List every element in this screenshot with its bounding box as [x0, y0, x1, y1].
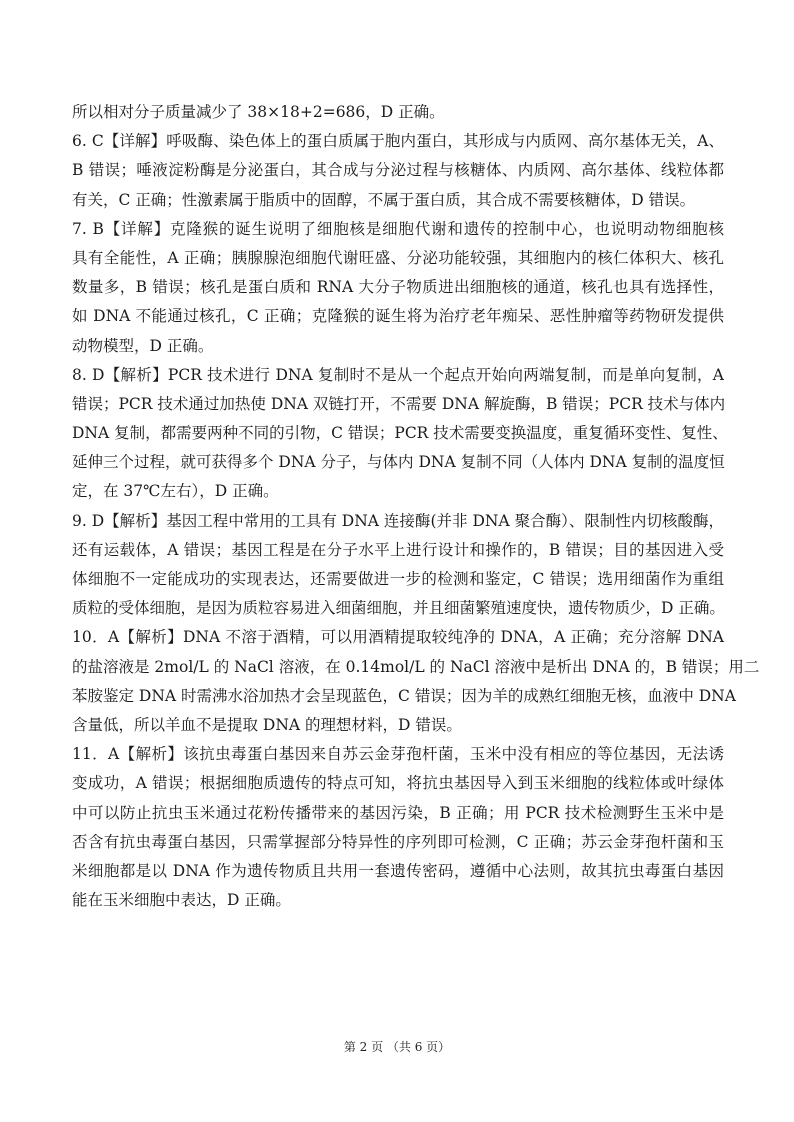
text-line: 具有全能性，A 正确；胰腺腺泡细胞代谢旺盛、分泌功能较强，其细胞内的核仁体积大、核孔 — [72, 248, 724, 267]
text-line: 含量低，所以羊血不是提取 DNA 的理想材料，D 错误。 — [72, 715, 462, 734]
answer-item — [72, 740, 724, 915]
text-line: 10．A【解析】DNA 不溶于酒精，可以用酒精提取较纯净的 DNA，A 正确；充分溶解 DNA — [72, 628, 724, 647]
text-line: 否含有抗虫毒蛋白基因，只需掌握部分特异性的序列即可检测，C 正确；苏云金芽孢杆菌和玉 — [72, 832, 724, 851]
text-line: DNA 复制，都需要两种不同的引物，C 错误；PCR 技术需要变换温度，重复循环变性、复性、 — [72, 424, 728, 443]
answer-explanations — [72, 98, 760, 915]
text-line: 7. B【详解】克隆猴的诞生说明了细胞核是细胞代谢和遗传的控制中心，也说明动物细胞核 — [72, 219, 724, 238]
text-line: 质粒的受体细胞，是因为质粒容易进入细菌细胞，并且细菌繁殖速度快，遗传物质少，D 正确。 — [72, 599, 725, 618]
text-line: 所以相对分子质量减少了 38×18+2=686，D 正确。 — [72, 103, 445, 121]
text-line: 11．A【解析】该抗虫毒蛋白基因来自苏云金芽孢杆菌，玉米中没有相应的等位基因，无法诱 — [72, 745, 724, 764]
answer-item — [72, 98, 724, 127]
text-line: 的盐溶液是 2mol/L 的 NaCl 溶液，在 0.14mol/L 的 NaCl 溶液中是析出 DNA 的，B 错误；用二 — [72, 657, 760, 676]
text-line: 定，在 37℃左右），D 正确。 — [72, 482, 279, 501]
text-line: 如 DNA 不能通过核孔，C 正确；克隆猴的诞生将为治疗老年痴呆、恶性肿瘤等药物研发提供 — [72, 307, 724, 326]
answer-item — [72, 215, 724, 361]
text-line: 有关，C 正确；性激素属于脂质中的固醇，不属于蛋白质，其合成不需要核糖体，D 错误。 — [72, 190, 696, 209]
text-line: 还有运载体，A 错误；基因工程是在分子水平上进行设计和操作的，B 错误；目的基因进入受 — [72, 540, 724, 559]
answer-item — [72, 361, 728, 507]
answer-item — [72, 623, 760, 740]
text-line: 9. D【解析】基因工程中常用的工具有 DNA 连接酶(并非 DNA 聚合酶）、限制性内切核酸酶， — [72, 511, 724, 530]
text-line: 8. D【解析】PCR 技术进行 DNA 复制时不是从一个起点开始向两端复制，而是单向复制，A — [72, 365, 724, 384]
text-line: 能在玉米细胞中表达，D 正确。 — [72, 891, 291, 910]
text-line: 中可以防止抗虫玉米通过花粉传播带来的基因污染，B 正确；用 PCR 技术检测野生玉米中是 — [72, 803, 724, 822]
answer-item — [72, 127, 724, 215]
text-line: 数量多，B 错误；核孔是蛋白质和 RNA 大分子物质进出细胞核的通道，核孔也具有选择性， — [72, 278, 724, 297]
text-line: 苯胺鉴定 DNA 时需沸水浴加热才会呈现蓝色，C 错误；因为羊的成熟红细胞无核，血液中 DNA — [72, 686, 736, 705]
text-line: 米细胞都是以 DNA 作为遗传物质且共用一套遗传密码，遵循中心法则，故其抗虫毒蛋白基因 — [72, 861, 724, 880]
page-footer: 第 2 页 （共 6 页） — [343, 1040, 451, 1054]
text-line: 错误；PCR 技术通过加热使 DNA 双链打开，不需要 DNA 解旋酶，B 错误；PCR 技术与体内 — [72, 394, 726, 413]
answer-item — [72, 507, 724, 624]
text-line: B 错误；唾液淀粉酶是分泌蛋白，其合成与分泌过程与核糖体、内质网、高尔基体、线粒体都 — [72, 161, 724, 180]
text-line: 变成功，A 错误；根据细胞质遗传的特点可知，将抗虫基因导入到玉米细胞的线粒体或叶绿体 — [72, 774, 724, 793]
text-line: 动物模型，D 正确。 — [72, 336, 214, 355]
text-line: 6. C【详解】呼吸酶、染色体上的蛋白质属于胞内蛋白，其形成与内质网、高尔基体无关，A、 — [72, 132, 724, 151]
text-line: 延伸三个过程，就可获得多个 DNA 分子，与体内 DNA 复制不同（人体内 DNA 复制的温度恒 — [72, 453, 725, 472]
text-line: 体细胞不一定能成功的实现表达，还需要做进一步的检测和鉴定，C 错误；选用细菌作为重组 — [72, 570, 724, 588]
